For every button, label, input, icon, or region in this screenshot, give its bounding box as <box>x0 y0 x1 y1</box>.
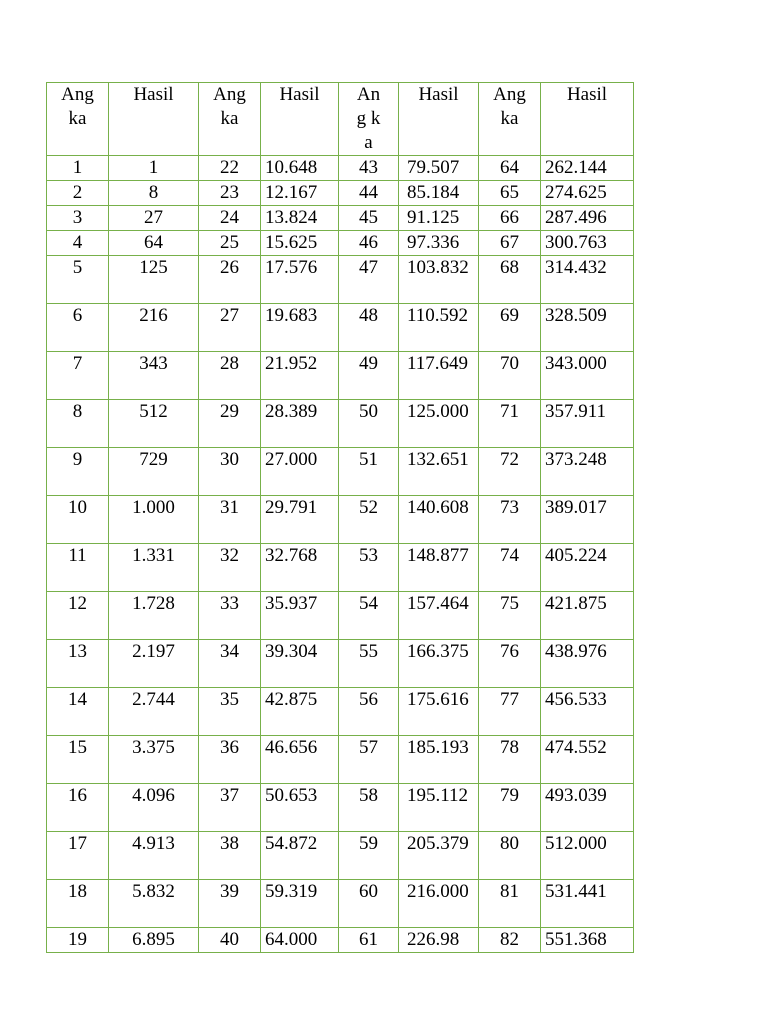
cell-angka: 32 <box>199 544 261 592</box>
cell-hasil: 32.768 <box>261 544 339 592</box>
cell-angka: 8 <box>47 400 109 448</box>
table-row <box>47 880 634 928</box>
cell-hasil: 389.017 <box>541 496 634 544</box>
cell-angka: 51 <box>339 448 399 496</box>
cell-angka: 54 <box>339 592 399 640</box>
cell-angka: 77 <box>479 688 541 736</box>
cell-angka: 23 <box>199 181 261 206</box>
table-row <box>47 736 634 784</box>
cell-hasil: 1 <box>109 156 199 181</box>
cell-angka: 68 <box>479 256 541 304</box>
cell-hasil: 110.592 <box>399 304 479 352</box>
cell-hasil: 15.625 <box>261 231 339 256</box>
cell-hasil: 1.728 <box>109 592 199 640</box>
cell-angka: 1 <box>47 156 109 181</box>
cell-angka: 2 <box>47 181 109 206</box>
table-row <box>47 496 634 544</box>
cell-angka: 37 <box>199 784 261 832</box>
cell-angka: 12 <box>47 592 109 640</box>
cell-hasil: 157.464 <box>399 592 479 640</box>
table-row <box>47 592 634 640</box>
cell-angka: 78 <box>479 736 541 784</box>
cell-hasil: 3.375 <box>109 736 199 784</box>
cell-angka: 14 <box>47 688 109 736</box>
cell-hasil: 373.248 <box>541 448 634 496</box>
cell-hasil: 59.319 <box>261 880 339 928</box>
cell-hasil: 531.441 <box>541 880 634 928</box>
table-row <box>47 256 634 304</box>
table-row <box>47 544 634 592</box>
cell-angka: 52 <box>339 496 399 544</box>
cell-angka: 40 <box>199 928 261 953</box>
cell-angka: 81 <box>479 880 541 928</box>
cell-hasil: 19.683 <box>261 304 339 352</box>
cell-hasil: 185.193 <box>399 736 479 784</box>
cell-hasil: 132.651 <box>399 448 479 496</box>
cell-hasil: 357.911 <box>541 400 634 448</box>
cell-angka: 9 <box>47 448 109 496</box>
cell-angka: 19 <box>47 928 109 953</box>
table-row <box>47 928 634 953</box>
cell-hasil: 551.368 <box>541 928 634 953</box>
cell-angka: 80 <box>479 832 541 880</box>
cell-angka: 4 <box>47 231 109 256</box>
cell-hasil: 64.000 <box>261 928 339 953</box>
cell-angka: 73 <box>479 496 541 544</box>
cell-hasil: 166.375 <box>399 640 479 688</box>
cell-angka: 38 <box>199 832 261 880</box>
cell-angka: 66 <box>479 206 541 231</box>
cell-angka: 48 <box>339 304 399 352</box>
cell-hasil: 175.616 <box>399 688 479 736</box>
cell-angka: 76 <box>479 640 541 688</box>
cell-hasil: 39.304 <box>261 640 339 688</box>
cell-angka: 10 <box>47 496 109 544</box>
header-hasil: Hasil <box>541 83 634 156</box>
cell-hasil: 438.976 <box>541 640 634 688</box>
cell-angka: 16 <box>47 784 109 832</box>
cell-angka: 28 <box>199 352 261 400</box>
table-row <box>47 181 634 206</box>
cell-hasil: 4.096 <box>109 784 199 832</box>
cell-hasil: 729 <box>109 448 199 496</box>
cell-angka: 7 <box>47 352 109 400</box>
cell-hasil: 42.875 <box>261 688 339 736</box>
cell-angka: 26 <box>199 256 261 304</box>
cell-hasil: 10.648 <box>261 156 339 181</box>
table-row <box>47 156 634 181</box>
cell-hasil: 300.763 <box>541 231 634 256</box>
cell-hasil: 13.824 <box>261 206 339 231</box>
cell-angka: 11 <box>47 544 109 592</box>
cell-hasil: 85.184 <box>399 181 479 206</box>
cell-hasil: 195.112 <box>399 784 479 832</box>
cell-hasil: 4.913 <box>109 832 199 880</box>
cell-hasil: 5.832 <box>109 880 199 928</box>
table-row <box>47 304 634 352</box>
cell-hasil: 54.872 <box>261 832 339 880</box>
cell-angka: 47 <box>339 256 399 304</box>
cell-hasil: 125.000 <box>399 400 479 448</box>
cell-hasil: 512 <box>109 400 199 448</box>
cell-angka: 29 <box>199 400 261 448</box>
cell-hasil: 97.336 <box>399 231 479 256</box>
cell-hasil: 1.000 <box>109 496 199 544</box>
cell-angka: 55 <box>339 640 399 688</box>
cell-angka: 67 <box>479 231 541 256</box>
cell-hasil: 29.791 <box>261 496 339 544</box>
header-angka: Ang ka <box>47 83 109 156</box>
cell-angka: 74 <box>479 544 541 592</box>
header-angka: Ang ka <box>479 83 541 156</box>
cell-hasil: 456.533 <box>541 688 634 736</box>
cell-hasil: 8 <box>109 181 199 206</box>
cell-angka: 3 <box>47 206 109 231</box>
table-row <box>47 352 634 400</box>
cell-angka: 34 <box>199 640 261 688</box>
cell-angka: 69 <box>479 304 541 352</box>
cell-angka: 15 <box>47 736 109 784</box>
cell-angka: 45 <box>339 206 399 231</box>
cell-hasil: 117.649 <box>399 352 479 400</box>
cell-hasil: 512.000 <box>541 832 634 880</box>
table-row <box>47 832 634 880</box>
cell-hasil: 27 <box>109 206 199 231</box>
cell-hasil: 27.000 <box>261 448 339 496</box>
cell-hasil: 12.167 <box>261 181 339 206</box>
cell-angka: 24 <box>199 206 261 231</box>
cell-angka: 64 <box>479 156 541 181</box>
cell-hasil: 35.937 <box>261 592 339 640</box>
cell-hasil: 17.576 <box>261 256 339 304</box>
cell-angka: 61 <box>339 928 399 953</box>
cell-hasil: 21.952 <box>261 352 339 400</box>
cell-hasil: 125 <box>109 256 199 304</box>
cell-hasil: 226.98 <box>399 928 479 953</box>
table-row <box>47 206 634 231</box>
cell-angka: 58 <box>339 784 399 832</box>
table-row <box>47 640 634 688</box>
cell-angka: 43 <box>339 156 399 181</box>
cell-angka: 82 <box>479 928 541 953</box>
cell-angka: 70 <box>479 352 541 400</box>
cell-hasil: 287.496 <box>541 206 634 231</box>
cube-number-table <box>46 82 634 953</box>
cell-angka: 56 <box>339 688 399 736</box>
cell-hasil: 205.379 <box>399 832 479 880</box>
cell-angka: 75 <box>479 592 541 640</box>
cell-hasil: 2.744 <box>109 688 199 736</box>
cell-angka: 13 <box>47 640 109 688</box>
cell-hasil: 328.509 <box>541 304 634 352</box>
cell-hasil: 262.144 <box>541 156 634 181</box>
cell-angka: 33 <box>199 592 261 640</box>
cell-angka: 72 <box>479 448 541 496</box>
cell-hasil: 216.000 <box>399 880 479 928</box>
cell-hasil: 6.895 <box>109 928 199 953</box>
cell-hasil: 140.608 <box>399 496 479 544</box>
table-row <box>47 400 634 448</box>
cell-angka: 57 <box>339 736 399 784</box>
header-hasil: Hasil <box>399 83 479 156</box>
cell-angka: 36 <box>199 736 261 784</box>
header-hasil: Hasil <box>109 83 199 156</box>
table-row <box>47 784 634 832</box>
cell-angka: 60 <box>339 880 399 928</box>
cell-hasil: 343.000 <box>541 352 634 400</box>
cell-angka: 65 <box>479 181 541 206</box>
cell-angka: 30 <box>199 448 261 496</box>
cell-hasil: 405.224 <box>541 544 634 592</box>
cell-angka: 5 <box>47 256 109 304</box>
header-hasil: Hasil <box>261 83 339 156</box>
header-row <box>47 83 634 156</box>
cell-hasil: 91.125 <box>399 206 479 231</box>
cell-angka: 50 <box>339 400 399 448</box>
cell-angka: 35 <box>199 688 261 736</box>
cell-hasil: 343 <box>109 352 199 400</box>
cell-hasil: 216 <box>109 304 199 352</box>
cell-hasil: 493.039 <box>541 784 634 832</box>
cell-hasil: 314.432 <box>541 256 634 304</box>
cell-hasil: 474.552 <box>541 736 634 784</box>
cell-hasil: 1.331 <box>109 544 199 592</box>
cell-hasil: 103.832 <box>399 256 479 304</box>
table-row <box>47 448 634 496</box>
cell-angka: 44 <box>339 181 399 206</box>
cell-angka: 6 <box>47 304 109 352</box>
table-row <box>47 688 634 736</box>
header-angka: Ang ka <box>339 83 399 156</box>
header-angka: Ang ka <box>199 83 261 156</box>
table-row <box>47 231 634 256</box>
cell-hasil: 46.656 <box>261 736 339 784</box>
cell-angka: 22 <box>199 156 261 181</box>
cell-hasil: 421.875 <box>541 592 634 640</box>
cell-hasil: 148.877 <box>399 544 479 592</box>
cell-angka: 25 <box>199 231 261 256</box>
cell-angka: 27 <box>199 304 261 352</box>
cell-angka: 39 <box>199 880 261 928</box>
cell-hasil: 79.507 <box>399 156 479 181</box>
cell-angka: 71 <box>479 400 541 448</box>
cell-angka: 31 <box>199 496 261 544</box>
cell-angka: 79 <box>479 784 541 832</box>
cell-angka: 46 <box>339 231 399 256</box>
cell-hasil: 2.197 <box>109 640 199 688</box>
cell-hasil: 28.389 <box>261 400 339 448</box>
cell-hasil: 50.653 <box>261 784 339 832</box>
cell-angka: 49 <box>339 352 399 400</box>
cell-hasil: 274.625 <box>541 181 634 206</box>
cell-angka: 59 <box>339 832 399 880</box>
cell-angka: 18 <box>47 880 109 928</box>
cell-angka: 17 <box>47 832 109 880</box>
cell-hasil: 64 <box>109 231 199 256</box>
cell-angka: 53 <box>339 544 399 592</box>
